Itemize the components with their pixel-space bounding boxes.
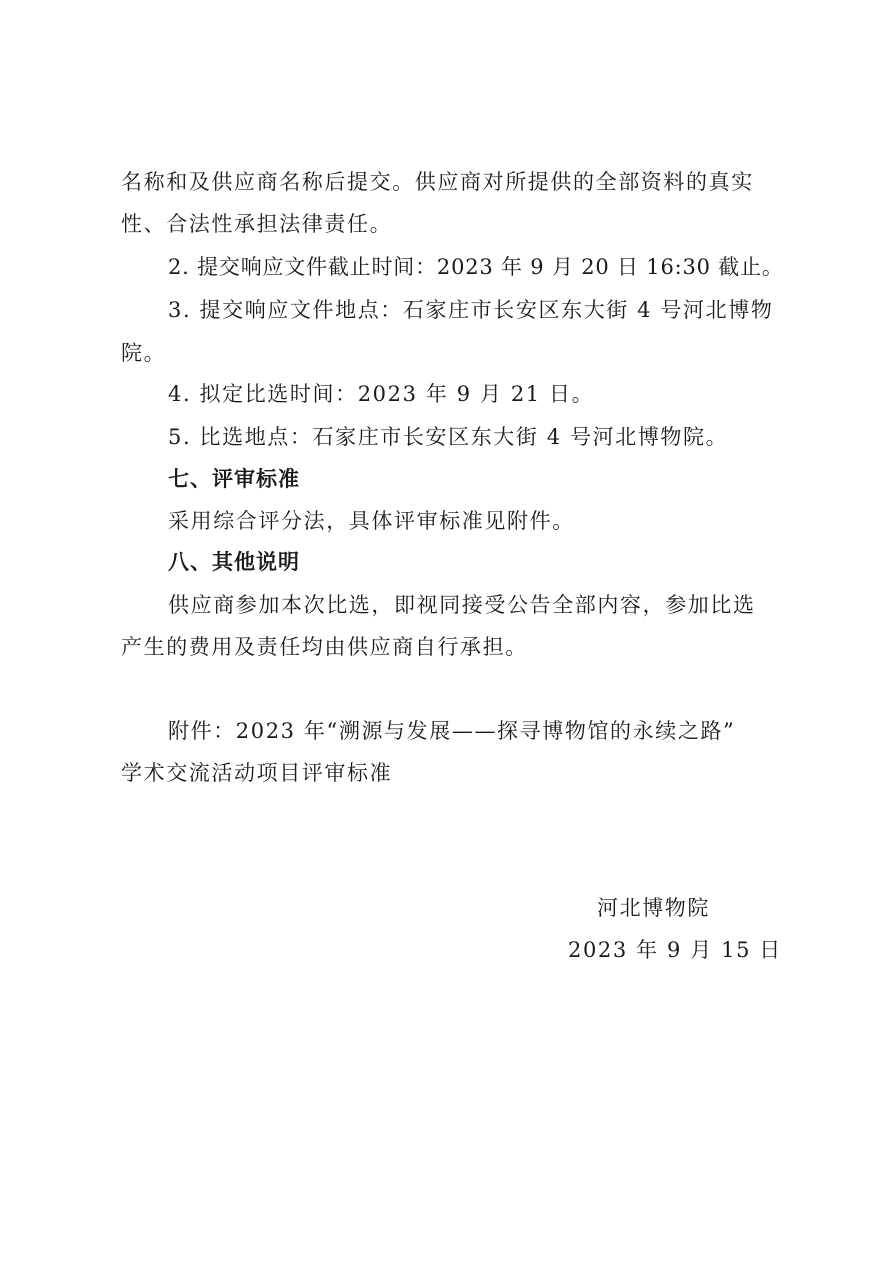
review-description: 采用综合评分法，具体评审标准见附件。 bbox=[168, 509, 575, 533]
signature-organization: 河北博物院 bbox=[597, 896, 710, 920]
signature-date: 2023 年 9 月 15 日 bbox=[568, 938, 782, 962]
attachment-line-2: 学术交流活动项目评审标准 bbox=[121, 761, 393, 785]
item-selection-time: 4. 拟定比选时间：2023 年 9 月 21 日。 bbox=[168, 382, 595, 406]
item-location: 3. 提交响应文件地点：石家庄市长安区东大街 4 号河北博物 bbox=[168, 298, 774, 322]
item-selection-place: 5. 比选地点：石家庄市长安区东大街 4 号河北博物院。 bbox=[168, 425, 729, 449]
section-heading-review: 七、评审标准 bbox=[168, 466, 300, 491]
attachment-line-1: 附件：2023 年“溯源与发展——探寻博物馆的永续之路” bbox=[168, 719, 736, 743]
body-line-2: 性、合法性承担法律责任。 bbox=[121, 212, 393, 236]
item-deadline: 2. 提交响应文件截止时间：2023 年 9 月 20 日 16:30 截止。 bbox=[168, 255, 784, 279]
other-line-2: 产生的费用及责任均由供应商自行承担。 bbox=[121, 635, 528, 659]
section-heading-other: 八、其他说明 bbox=[168, 549, 300, 574]
body-line-1: 名称和及供应商名称后提交。供应商对所提供的全部资料的真实 bbox=[121, 170, 754, 194]
other-line-1: 供应商参加本次比选，即视同接受公告全部内容，参加比选 bbox=[168, 593, 756, 617]
item-location-continued: 院。 bbox=[121, 341, 167, 365]
